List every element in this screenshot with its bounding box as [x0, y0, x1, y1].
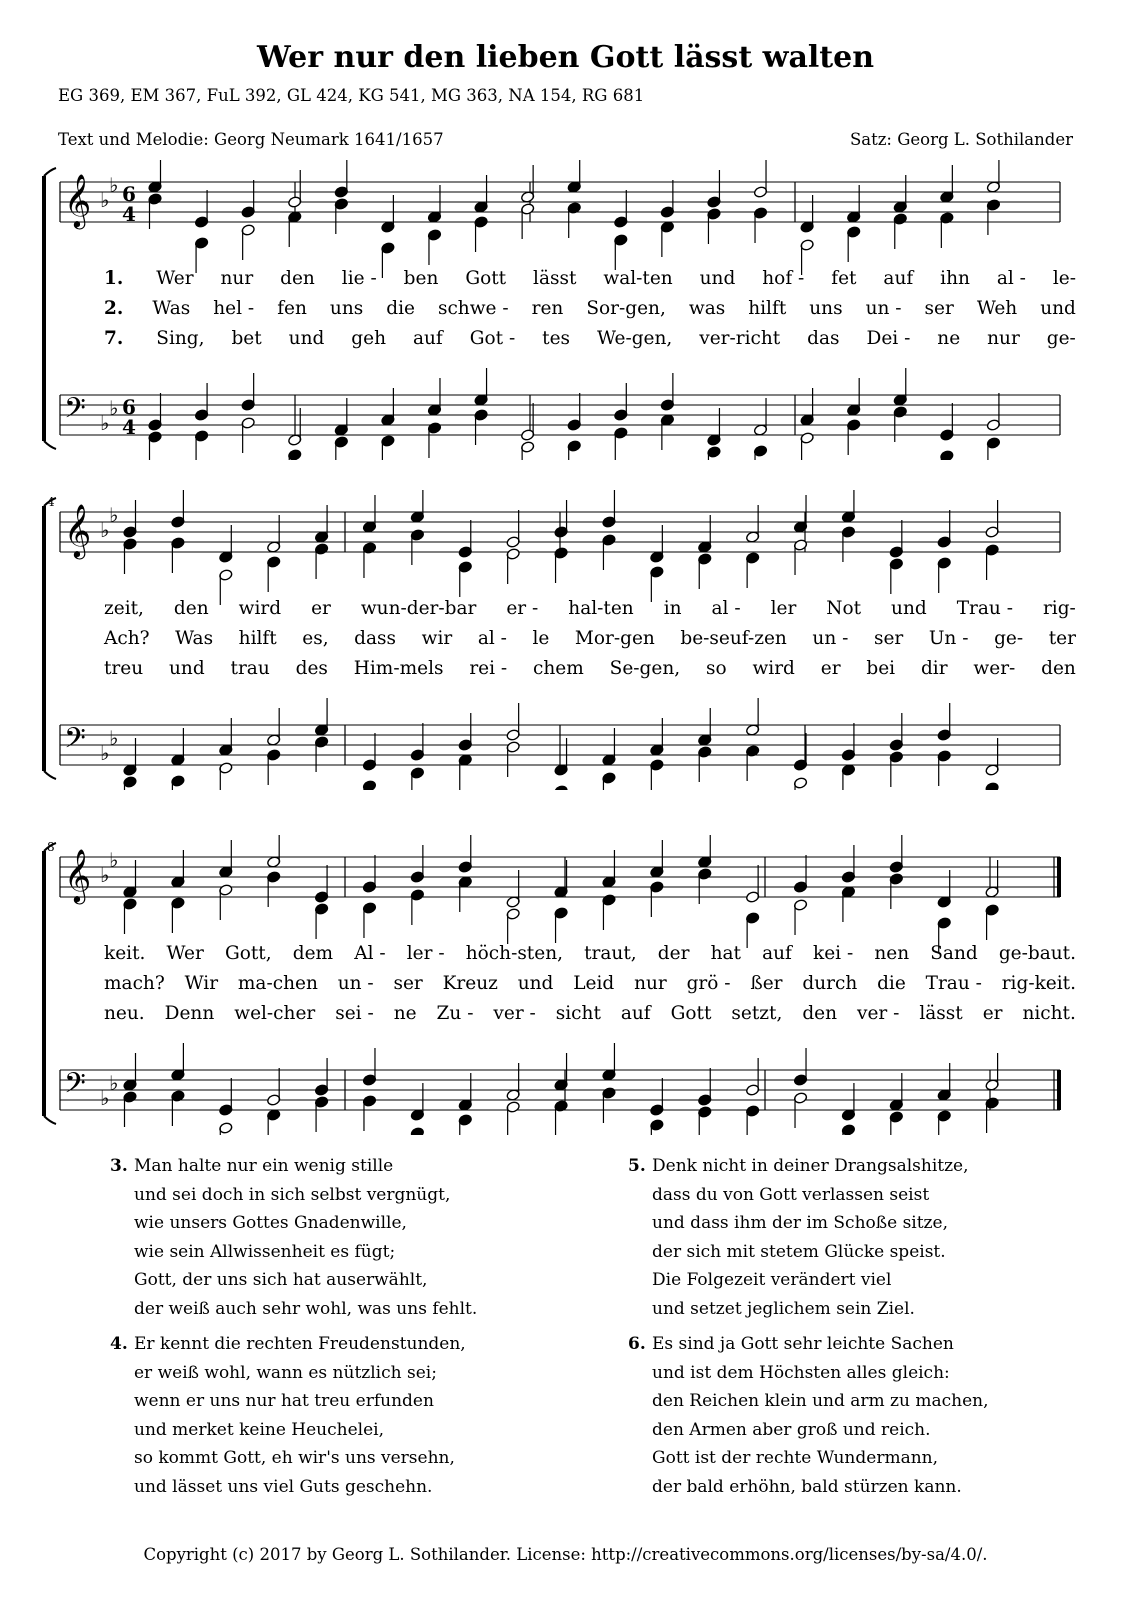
score-system-1 — [0, 160, 1131, 460]
lyric-syllable: Sor-gen, — [586, 298, 666, 319]
lyric-syllable: Got - — [469, 328, 516, 349]
verse-6 — [628, 1330, 989, 1501]
verse-line: und sei doch in sich selbst vergnügt, — [134, 1184, 451, 1205]
time-signature-numerator: 6 — [122, 182, 136, 206]
lyric-syllable: ler — [770, 598, 797, 619]
lyric-syllable: sicht — [555, 1003, 601, 1024]
verse-line: so kommt Gott, eh wir's uns versehn, — [134, 1448, 455, 1468]
lyric-syllable: wun-der-bar — [360, 598, 477, 619]
page-title: Wer nur den lieben Gott lässt walten — [256, 40, 875, 75]
lyric-syllable: ver - — [493, 1003, 536, 1024]
lyric-syllable: und — [288, 328, 325, 349]
lyric-syllable: zeit, — [104, 598, 144, 619]
copyright-notice: Copyright (c) 2017 by Georg L. Sothilander. License: http://creativecommons.org/licenses/by-sa/4.0/. — [143, 1545, 988, 1564]
lyric-syllable: ßer — [750, 973, 783, 994]
verse-number: 2. — [104, 298, 124, 319]
lyric-syllable: ser — [924, 298, 954, 319]
lyric-syllable: auf — [762, 943, 792, 964]
lyric-syllable: lässt — [919, 1003, 963, 1024]
flat-icon: ♭ — [100, 518, 110, 542]
verse-line: Gott ist der rechte Wundermann, — [652, 1448, 939, 1468]
lyric-syllable: ler - — [406, 943, 445, 964]
lyric-syllable: Wer — [166, 943, 204, 964]
lyric-syllable: hat — [710, 943, 741, 964]
verse-line: der sich mit stetem Glücke speist. — [652, 1241, 946, 1262]
flat-icon: ♭ — [109, 1071, 119, 1095]
lyric-syllable: Sing, — [156, 328, 205, 349]
lyric-syllable: Him-mels — [353, 658, 444, 679]
lyric-syllable: was — [688, 298, 726, 319]
lyric-syllable: treu — [104, 658, 144, 679]
lyric-syllable: uns — [809, 298, 843, 319]
lyric-syllable: al - — [477, 628, 507, 649]
bracket-hook — [44, 441, 56, 449]
lyric-syllable: Mor-gen — [574, 628, 655, 649]
lyric-line — [104, 658, 1076, 682]
lyric-syllable: schwe - — [437, 298, 509, 319]
lyric-line — [104, 328, 1076, 352]
lyric-syllable: geh — [351, 328, 387, 349]
lyric-syllable: lässt — [533, 268, 577, 289]
verse-line: und merket keine Heuchelei, — [134, 1419, 385, 1440]
lyric-syllable: in — [663, 598, 682, 619]
time-signature-numerator: 6 — [122, 395, 136, 419]
lyric-syllable: sei - — [335, 1003, 374, 1024]
flat-icon: ♭ — [100, 863, 110, 887]
lyric-syllable: ren — [531, 298, 564, 319]
lyric-syllable: hel - — [213, 298, 255, 319]
lyric-syllable: ne — [937, 328, 961, 349]
bracket-hook — [44, 771, 56, 779]
lyric-syllable: tes — [542, 328, 571, 349]
lyric-syllable: ge- — [1046, 328, 1076, 349]
lyric-syllable: den — [1041, 658, 1076, 679]
measure-number-8: 8 — [47, 840, 55, 854]
lyric-syllable: es, — [302, 628, 329, 649]
lyric-syllable: nicht. — [1022, 1003, 1076, 1024]
lyric-syllable: des — [295, 658, 328, 679]
lyric-syllable: er — [982, 1003, 1003, 1024]
lyric-syllable: den — [802, 1003, 838, 1024]
flat-icon: ♭ — [109, 848, 119, 872]
flat-icon: ♭ — [100, 1086, 110, 1110]
lyric-syllable: nen — [874, 943, 910, 964]
bass-staff — [60, 698, 1060, 790]
lyric-syllable: un - — [812, 628, 849, 649]
bass-staff — [60, 368, 1060, 460]
lyric-syllable: nur — [987, 328, 1020, 349]
verse-line: Es sind ja Gott sehr leichte Sachen — [652, 1334, 954, 1354]
verse-line: Die Folgezeit verändert viel — [652, 1270, 892, 1290]
lyric-syllable: Se-gen, — [609, 658, 681, 679]
lyric-syllable: grö - — [686, 973, 731, 994]
flat-icon: ♭ — [109, 503, 119, 527]
lyric-syllable: durch — [802, 973, 858, 994]
lyric-syllable: er — [820, 658, 841, 679]
lyric-syllable: dem — [292, 943, 334, 964]
verse-number: 6. — [628, 1334, 646, 1354]
treble-staff — [60, 835, 1060, 953]
lyric-syllable: nur — [634, 973, 667, 994]
lyric-syllable: ter — [1048, 628, 1076, 649]
lyric-syllable: Un - — [928, 628, 969, 649]
lyric-syllable: Wir — [184, 973, 219, 994]
lyric-syllable: und — [699, 268, 736, 289]
flat-icon: ♭ — [109, 173, 119, 197]
lyric-syllable: al - — [996, 268, 1026, 289]
lyric-syllable: Gott — [465, 268, 507, 289]
verse-line: und setzet jeglichem sein Ziel. — [652, 1298, 915, 1319]
lyric-syllable: Gott — [670, 1003, 712, 1024]
lyric-syllable: und — [1040, 298, 1076, 319]
verse-line: Gott, der uns sich hat auserwählt, — [134, 1270, 428, 1290]
verse-line: der bald erhöhn, bald stürzen kann. — [652, 1476, 962, 1497]
lyric-syllable: ge- — [994, 628, 1024, 649]
verse-line: Denk nicht in deiner Drangsalshitze, — [652, 1156, 969, 1176]
lyric-syllable: ver - — [857, 1003, 900, 1024]
lyric-syllable: ge-baut. — [998, 943, 1076, 964]
lyric-syllable: ser — [873, 628, 904, 649]
lyric-syllable: un - — [337, 973, 374, 994]
lyric-syllable: lie - — [341, 268, 377, 289]
lyric-syllable: Al - — [354, 943, 386, 964]
lyric-line — [104, 298, 1076, 322]
lyric-line — [104, 943, 1076, 967]
hymnal-references: EG 369, EM 367, FuL 392, GL 424, KG 541, MG 363, NA 154, RG 681 — [58, 86, 645, 105]
lyric-syllable: der — [657, 943, 690, 964]
lyric-syllable: Kreuz — [442, 973, 498, 994]
lyric-syllable: dass — [354, 628, 397, 649]
lyric-syllable: rig- — [1042, 598, 1076, 619]
verse-number: 1. — [104, 268, 124, 289]
lyric-syllable: Not — [826, 598, 862, 619]
lyric-syllable: neu. — [104, 1003, 145, 1024]
lyric-syllable: hilft — [748, 298, 787, 319]
lyric-syllable: be-seuf-zen — [680, 628, 787, 649]
verse-5 — [628, 1152, 969, 1323]
lyric-syllable: er — [311, 598, 331, 619]
verse-line: und ist dem Höchsten alles gleich: — [652, 1362, 950, 1383]
verse-number: 7. — [104, 328, 124, 349]
credit-arrangement: Satz: Georg L. Sothilander — [849, 130, 1073, 149]
time-signature-denominator: 4 — [122, 202, 136, 226]
bass-clef-icon: 𝄢 — [64, 1067, 86, 1107]
lyric-syllable: das — [807, 328, 840, 349]
lyric-syllable: le — [532, 628, 550, 649]
lyric-syllable: ne — [393, 1003, 417, 1024]
lyric-syllable: Gott, — [224, 943, 272, 964]
verse-number: 3. — [110, 1156, 128, 1176]
verse-line: Er kennt die rechten Freudenstunden, — [134, 1334, 466, 1354]
lyric-syllable: höch-sten, — [465, 943, 563, 964]
lyric-syllable: kei - — [813, 943, 854, 964]
lyric-syllable: auf — [883, 268, 914, 289]
lyric-syllable: Leid — [573, 973, 615, 994]
lyric-syllable: rei - — [469, 658, 508, 679]
lyric-syllable: er - — [506, 598, 539, 619]
lyric-syllable: den — [280, 268, 315, 289]
lyric-syllable: setzt, — [731, 1003, 783, 1024]
lyric-syllable: wel-cher — [234, 1003, 316, 1024]
lyric-line — [104, 1003, 1076, 1027]
lyric-syllable: und — [517, 973, 554, 994]
lyric-syllable: mach? — [104, 973, 165, 994]
lyric-syllable: keit. — [104, 943, 146, 964]
lyric-syllable: ver-richt — [699, 328, 781, 349]
lyric-syllable: uns — [329, 298, 364, 319]
lyric-syllable: ihn — [940, 268, 970, 289]
bass-clef-icon: 𝄢 — [64, 392, 86, 432]
lyric-syllable: wal-ten — [603, 268, 673, 289]
lyric-line — [104, 973, 1076, 997]
lyric-syllable: ma-chen — [237, 973, 318, 994]
flat-icon: ♭ — [109, 396, 119, 420]
lyric-syllable: Denn — [164, 1003, 215, 1024]
lyric-syllable: Wer — [156, 268, 194, 289]
lyric-syllable: chem — [533, 658, 584, 679]
treble-clef-icon: 𝄞 — [64, 848, 92, 902]
lyric-syllable: Sand — [930, 943, 978, 964]
bracket-hook — [44, 1116, 56, 1124]
lyric-syllable: Trau - — [925, 973, 982, 994]
lyric-syllable: dir — [920, 658, 948, 679]
bracket-hook — [44, 168, 56, 176]
credit-text-melody: Text und Melodie: Georg Neumark 1641/1657 — [58, 130, 444, 149]
verse-line: wenn er uns nur hat treu erfunden — [134, 1391, 434, 1411]
flat-icon: ♭ — [100, 411, 110, 435]
lyric-syllable: Dei - — [866, 328, 911, 349]
lyric-syllable: wird — [238, 598, 282, 619]
verse-line: den Reichen klein und arm zu machen, — [652, 1391, 989, 1411]
verse-number: 4. — [110, 1334, 128, 1354]
note-head — [554, 785, 568, 790]
verse-line: dass du von Gott verlassen seist — [652, 1184, 930, 1205]
time-signature-denominator: 4 — [122, 415, 136, 439]
lyric-syllable: hal-ten — [568, 598, 634, 619]
lyric-syllable: al - — [711, 598, 741, 619]
treble-clef-icon: 𝄞 — [64, 173, 92, 227]
lyric-syllable: auf — [412, 328, 443, 349]
lyric-syllable: ben — [403, 268, 439, 289]
lyric-syllable: Was — [175, 628, 214, 649]
lyric-syllable: trau — [230, 658, 270, 679]
treble-clef-icon: 𝄞 — [64, 503, 92, 557]
flat-icon: ♭ — [100, 741, 110, 765]
lyric-syllable: Weh — [976, 298, 1018, 319]
verse-line: der weiß auch sehr wohl, was uns fehlt. — [134, 1298, 478, 1319]
lyric-syllable: Ach? — [104, 628, 150, 649]
lyric-syllable: auf — [620, 1003, 651, 1024]
lyric-syllable: wir — [421, 628, 453, 649]
lyric-syllable: nur — [220, 268, 254, 289]
lyric-syllable: un - — [865, 298, 902, 319]
score-system-2 — [0, 490, 1131, 790]
verse-line: und lässet uns viel Guts geschehn. — [134, 1476, 433, 1497]
lyric-syllable: den — [173, 598, 209, 619]
verse-line: wie unsers Gottes Gnadenwille, — [134, 1213, 407, 1233]
bass-clef-icon: 𝄢 — [64, 722, 86, 762]
verse-line: er weiß wohl, wann es nützlich sei; — [134, 1362, 437, 1383]
verse-number: 5. — [628, 1156, 646, 1176]
lyric-syllable: traut, — [584, 943, 637, 964]
lyric-syllable: We-gen, — [597, 328, 673, 349]
lyric-syllable: bei — [866, 658, 896, 679]
measure-number-4: 4 — [47, 495, 55, 509]
flat-icon: ♭ — [109, 726, 119, 750]
lyric-syllable: le- — [1052, 268, 1076, 289]
lyric-line — [104, 598, 1076, 622]
lyric-syllable: wird — [752, 658, 795, 679]
verse-line: und dass ihm der im Schoße sitze, — [652, 1213, 948, 1233]
lyric-syllable: die — [386, 298, 415, 319]
lyric-syllable: fet — [831, 268, 857, 289]
lyric-syllable: und — [891, 598, 927, 619]
lyric-syllable: hof - — [762, 268, 805, 289]
lyric-syllable: Zu - — [436, 1003, 474, 1024]
lyric-syllable: die — [877, 973, 906, 994]
lyric-syllable: bet — [231, 328, 262, 349]
lyric-syllable: Trau - — [956, 598, 1013, 619]
score-system-3 — [0, 835, 1131, 1135]
verse-4 — [110, 1330, 466, 1501]
verse-line: den Armen aber groß und reich. — [652, 1419, 931, 1440]
lyric-syllable: rig-keit. — [1001, 973, 1076, 994]
lyric-syllable: hilft — [238, 628, 277, 649]
lyric-line — [104, 628, 1076, 652]
lyric-syllable: ser — [393, 973, 423, 994]
lyric-syllable: wer- — [973, 658, 1016, 679]
flat-icon: ♭ — [100, 188, 110, 212]
lyric-syllable: und — [169, 658, 205, 679]
lyric-syllable: so — [705, 658, 727, 679]
bass-staff — [60, 1043, 1060, 1135]
lyric-syllable: Was — [152, 298, 191, 319]
verse-3 — [110, 1152, 478, 1323]
verse-line: Man halte nur ein wenig stille — [134, 1156, 394, 1176]
verse-line: wie sein Allwissenheit es fügt; — [134, 1241, 396, 1262]
lyric-syllable: fen — [277, 298, 307, 319]
treble-staff — [60, 490, 1060, 605]
treble-staff — [60, 160, 1060, 278]
lyric-line — [104, 268, 1076, 292]
